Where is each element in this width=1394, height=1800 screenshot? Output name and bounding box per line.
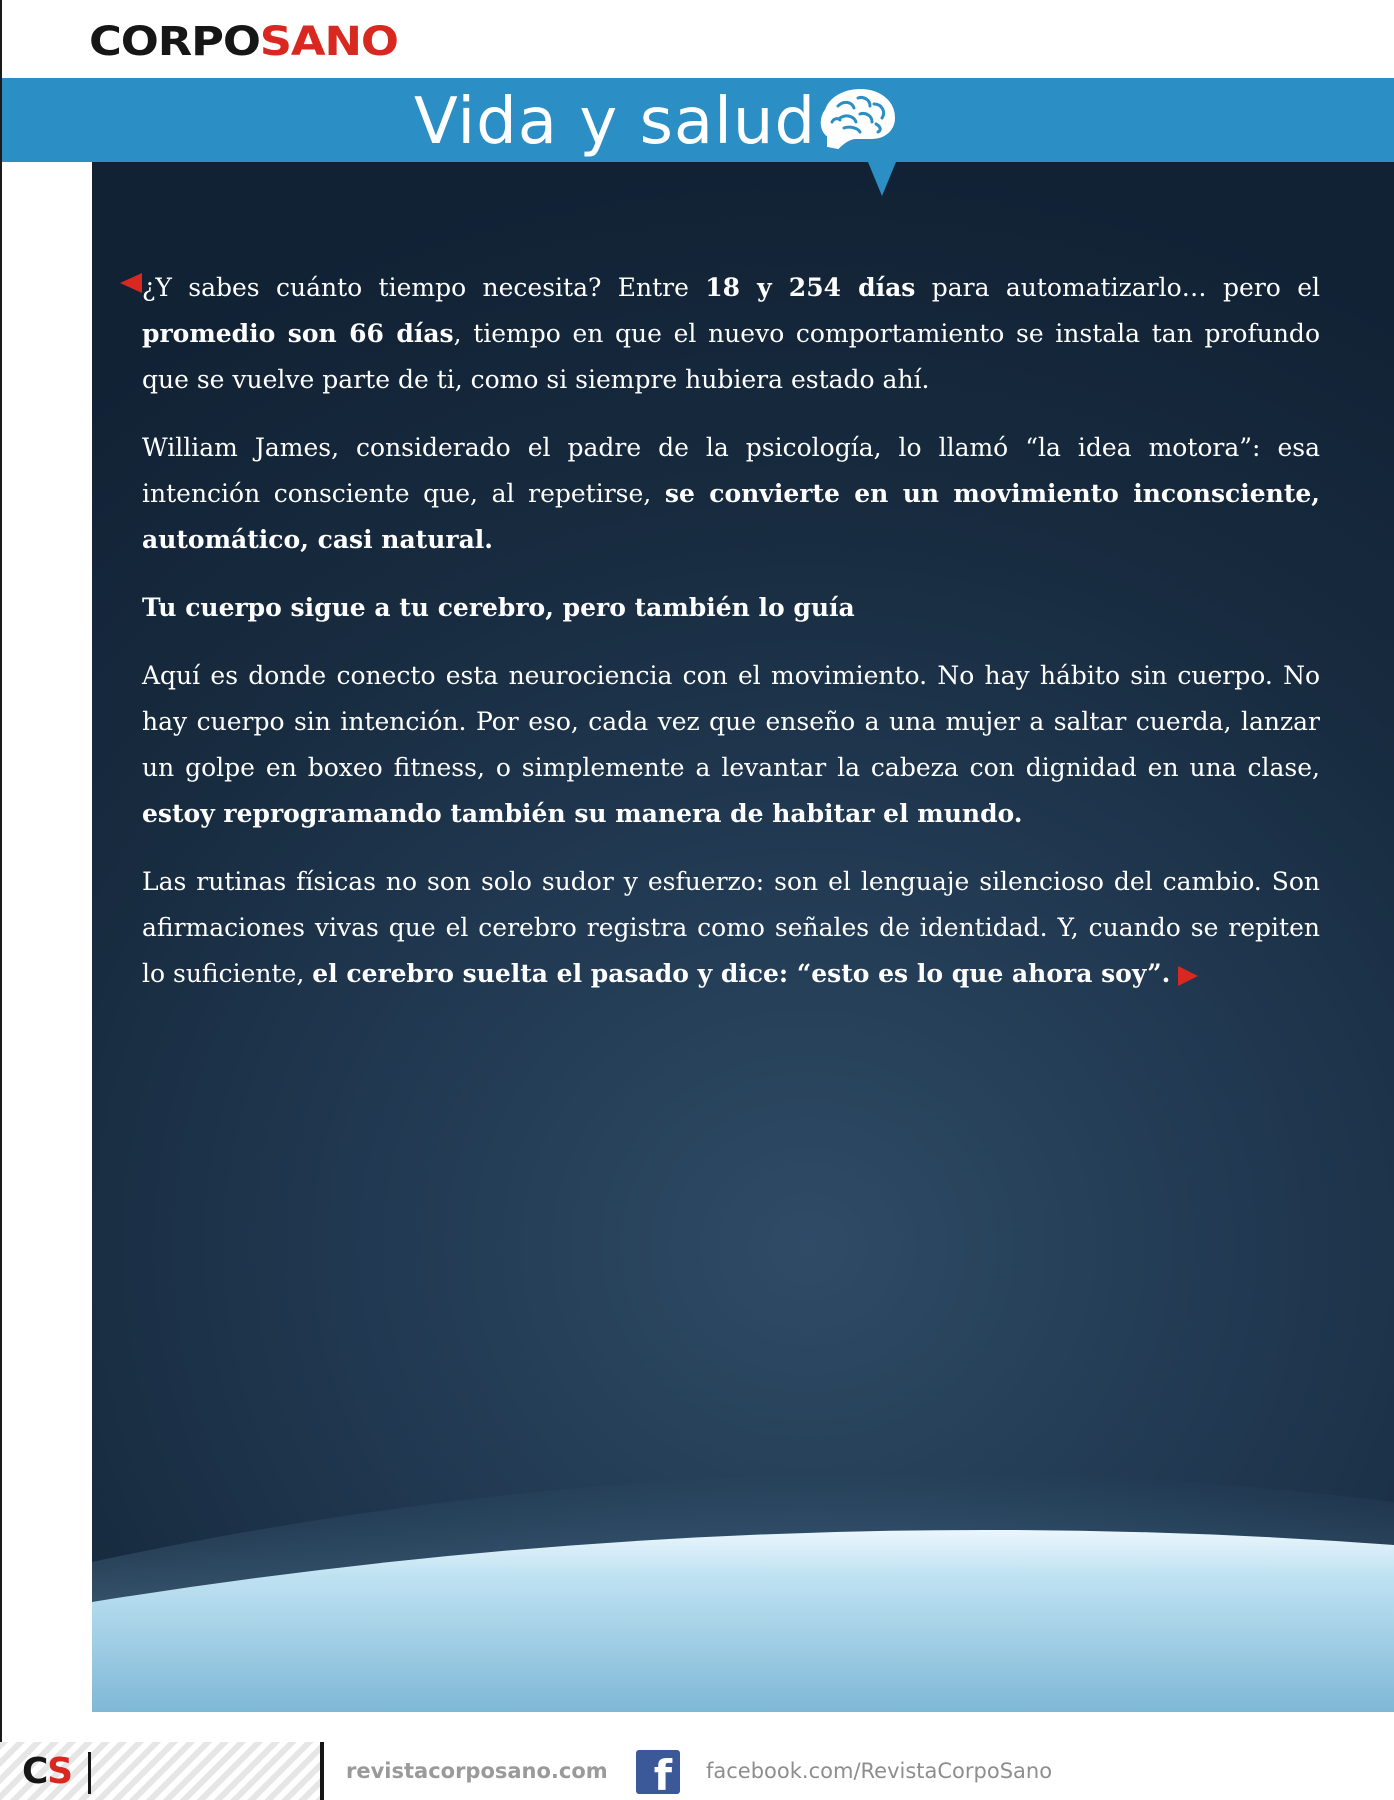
paragraph-3: Aquí es donde conecto esta neurociencia con el movimiento. No hay hábito sin cuerpo. No hay cuerpo sin intención. Por eso, cada vez que enseño a una mujer a saltar cuerda, lanzar un golpe en boxeo fitness, o simplemente a levantar la cabeza con dignidad en una clase, estoy reprogramando también su manera de habitar el mundo. xyxy=(142,661,1320,828)
paragraph-2: William James, considerado el padre de la psicología, lo llamó “la idea motora”: esa intención consciente que, al repetirse, se convierte en un movimiento inconsciente, automático, casi natural. xyxy=(142,433,1320,554)
article-subheading: Tu cuerpo sigue a tu cerebro, pero también lo guía xyxy=(142,593,855,622)
footer-divider xyxy=(320,1742,324,1800)
banner-pointer xyxy=(868,162,896,196)
page-left-rule xyxy=(0,0,2,1800)
footer-cs-logo[interactable]: CS xyxy=(22,1751,72,1792)
facebook-link[interactable]: facebook.com/RevistaCorpoSano xyxy=(706,1759,1053,1783)
article-end-arrow-icon xyxy=(1178,966,1198,986)
facebook-icon[interactable]: f xyxy=(636,1750,680,1794)
website-link[interactable]: revistacorposano.com xyxy=(346,1759,608,1783)
logo-part-sano: SANO xyxy=(259,19,398,65)
paragraph-1: ¿Y sabes cuánto tiempo necesita? Entre 18 y 254 días para automatizarlo… pero el promedio son 66 días, tiempo en que el nuevo comportamiento se instala tan profundo que se vuelve parte de ti, como si siempre hubiera estado ahí. xyxy=(142,273,1320,394)
corposano-logo[interactable] xyxy=(89,19,398,65)
article-start-arrow-icon xyxy=(120,273,142,293)
paragraph-4: Las rutinas físicas no son solo sudor y esfuerzo: son el lenguaje silencioso del cambio. Son afirmaciones vivas que el cerebro registra como señales de identidad. Y, cuando se repiten lo suficiente, el cerebro suelta el pasado y dice: “esto es lo que ahora soy”. xyxy=(142,867,1320,988)
brain-icon xyxy=(818,88,898,154)
article-body xyxy=(142,265,1320,1019)
logo-part-corpo: CORPO xyxy=(89,19,260,65)
footer-logo-divider xyxy=(88,1752,91,1794)
section-title: Vida y salud xyxy=(414,85,817,159)
